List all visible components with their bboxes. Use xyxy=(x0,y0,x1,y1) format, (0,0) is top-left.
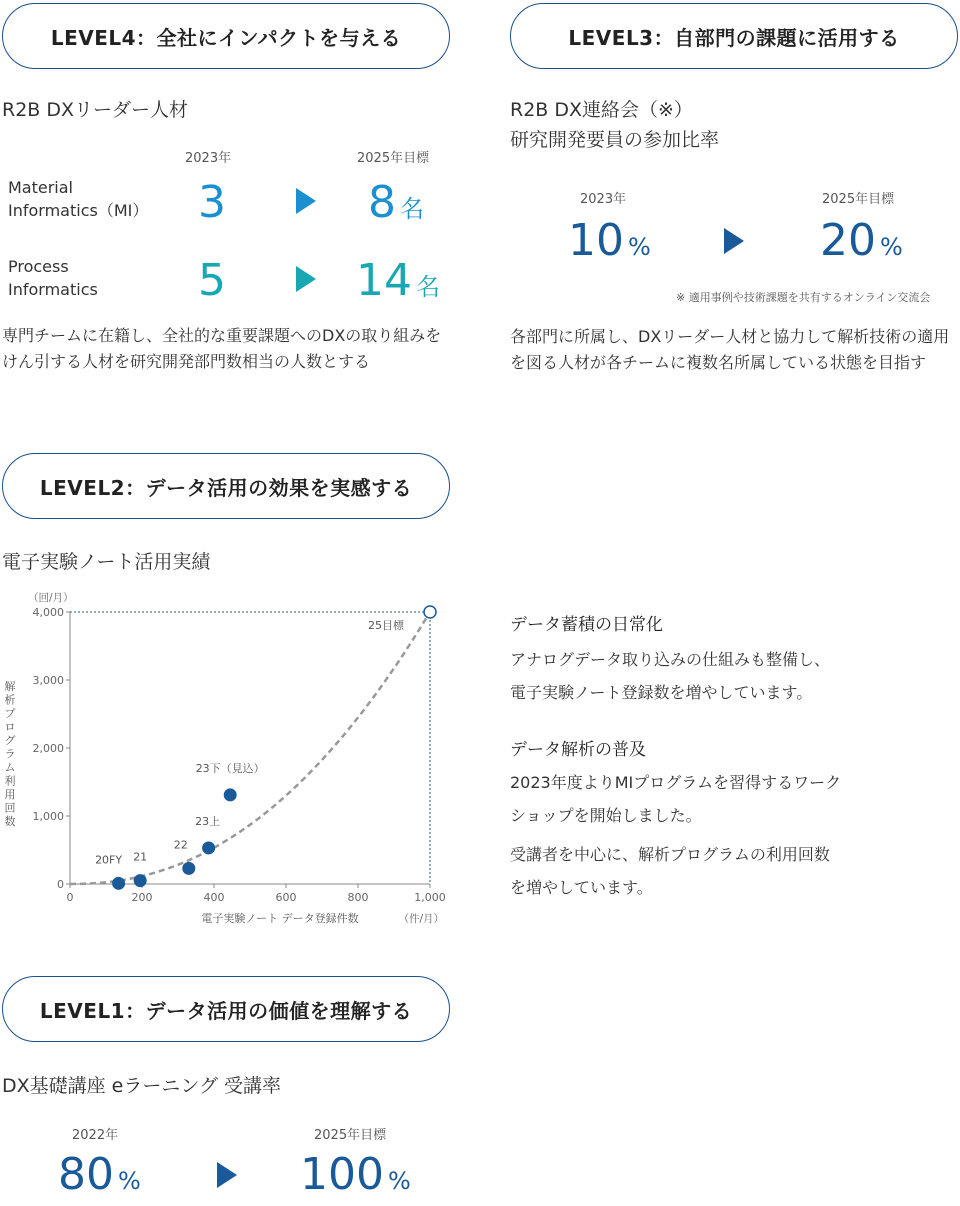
level2-title: LEVEL2：データ活用の効果を実感する xyxy=(39,475,413,500)
y-axis-title: 解析プログラム利用回数 xyxy=(4,680,16,828)
arrow-right-icon xyxy=(724,228,744,254)
level3-2023-value: 10 % xyxy=(568,215,651,266)
data-point-label: 20FY xyxy=(95,853,123,867)
level4-desc: 専門チームに在籍し、全社的な重要課題へのDXの取り組みをけん引する人材を研究開発部門数相当の人数とする xyxy=(2,326,442,371)
data-point xyxy=(182,862,195,875)
level4-row-mi-2023: 3 xyxy=(198,177,226,228)
level3-col-2025: 2025年目標 xyxy=(822,192,895,207)
data-point-label: 23下（見込） xyxy=(195,761,265,775)
level2-title-pill xyxy=(2,453,450,519)
data-point xyxy=(112,877,125,890)
y-unit-label: （回/月） xyxy=(28,592,74,604)
level4-row-pi-label: Process Informatics xyxy=(8,257,98,299)
x-tick-label: 1,000 xyxy=(414,891,446,904)
x-axis-title: 電子実験ノート データ登録件数 xyxy=(201,912,359,925)
level4-row-mi-label: Material Informatics（MI） xyxy=(8,178,149,220)
x-tick-label: 800 xyxy=(347,891,369,904)
level1-2022-value: 80 % xyxy=(58,1149,141,1200)
level4-col-2025: 2025年目標 xyxy=(357,151,430,166)
data-point xyxy=(224,788,237,801)
level1-subtitle: DX基礎講座 eラーニング 受講率 xyxy=(2,1075,282,1097)
level3-title: LEVEL3：自部門の課題に活用する xyxy=(568,25,900,50)
level3-2025-value: 20 % xyxy=(820,215,903,266)
level3-note: ※ 適用事例や技術課題を共有するオンライン交流会 xyxy=(676,291,931,304)
level4-row-pi-2025: 14 名 xyxy=(356,255,440,306)
scatter-chart xyxy=(0,585,480,935)
level2-section-1-heading: データ蓄積の日常化 xyxy=(510,615,663,635)
level2-section-2-line-3: 受講者を中心に、解析プログラムの利用回数 xyxy=(510,845,830,864)
level4-subtitle: R2B DXリーダー人材 xyxy=(2,99,189,121)
level2-subtitle: 電子実験ノート活用実績 xyxy=(2,551,211,573)
data-point-label: 21 xyxy=(133,850,148,864)
x-unit-label: （件/月） xyxy=(398,913,444,925)
level2-section-2-line-1: 2023年度よりMIプログラムを習得するワーク xyxy=(510,773,842,792)
trend-curve xyxy=(70,612,430,884)
level3-title-pill xyxy=(510,3,958,69)
level3-subtitle-1: R2B DX連絡会（※） xyxy=(510,99,693,121)
level1-title-pill xyxy=(2,976,450,1042)
level4-title: LEVEL4：全社にインパクトを与える xyxy=(50,25,402,50)
data-point xyxy=(202,841,215,854)
y-tick-label: 4,000 xyxy=(32,606,64,619)
arrow-right-icon xyxy=(296,188,316,214)
level2-section-1-line-2: 電子実験ノート登録数を増やしています。 xyxy=(510,683,813,702)
data-point-label: 22 xyxy=(173,838,188,852)
y-tick-label: 3,000 xyxy=(32,674,64,687)
target-label: 25目標 xyxy=(368,619,404,632)
level4-title-pill xyxy=(2,3,450,69)
y-tick-label: 0 xyxy=(57,878,64,891)
x-tick-label: 600 xyxy=(275,891,297,904)
arrow-right-icon xyxy=(296,266,316,292)
level1-col-2022: 2022年 xyxy=(72,1128,119,1143)
level2-section-2-line-2: ショップを開始しました。 xyxy=(510,806,702,825)
level4-col-2023: 2023年 xyxy=(185,151,232,166)
level1-col-2025: 2025年目標 xyxy=(314,1128,387,1143)
level3-desc: 各部門に所属し、DXリーダー人材と協力して解析技術の適用を図る人材が各チームに複数名所属している状態を目指す xyxy=(510,327,950,372)
y-tick-label: 1,000 xyxy=(32,810,64,823)
level3-subtitle-2: 研究開発要員の参加比率 xyxy=(510,129,720,151)
level2-section-2-heading: データ解析の普及 xyxy=(510,740,646,760)
level4-row-mi-2025: 8 名 xyxy=(368,177,424,228)
level2-section-2-line-4: を増やしています。 xyxy=(510,878,653,897)
target-point xyxy=(424,606,436,618)
level3-col-2023: 2023年 xyxy=(580,192,627,207)
x-tick-label: 200 xyxy=(131,891,153,904)
level4-row-pi-2023: 5 xyxy=(198,255,226,306)
x-tick-label: 0 xyxy=(66,891,74,904)
arrow-right-icon xyxy=(217,1162,237,1188)
data-point-label: 23上 xyxy=(195,814,221,828)
y-tick-label: 2,000 xyxy=(32,742,64,755)
level1-2025-value: 100 % xyxy=(300,1149,411,1200)
x-tick-label: 400 xyxy=(203,891,225,904)
level2-section-1-line-1: アナログデータ取り込みの仕組みも整備し、 xyxy=(510,650,831,669)
data-point xyxy=(134,874,147,887)
level1-title: LEVEL1：データ活用の価値を理解する xyxy=(39,998,413,1023)
